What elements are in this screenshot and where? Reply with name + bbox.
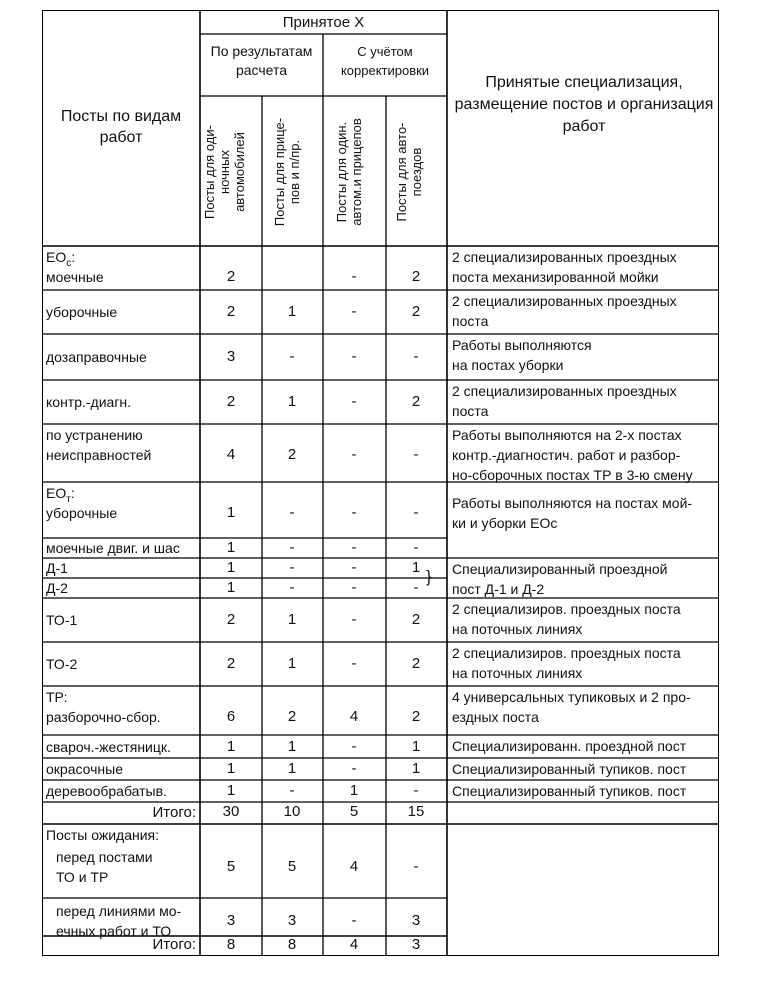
cell-value: -: [351, 393, 357, 410]
waiting-row-name: перед линиями мо-: [56, 903, 182, 919]
cell-value: 2: [287, 708, 297, 725]
header-posts-by-type: Посты по видам работ: [60, 108, 182, 146]
cell-value: -: [413, 446, 419, 463]
row-name: Д-2: [46, 580, 68, 596]
cell-value: 1: [411, 559, 421, 576]
spec-text: поста: [452, 313, 489, 329]
spec-text: 2 специализированных проездных: [452, 293, 677, 309]
cell-value: -: [351, 303, 357, 320]
spec-text: Работы выполняются: [452, 337, 592, 353]
cell-value: -: [351, 737, 357, 755]
cell-value: -: [413, 782, 419, 799]
spec-text: контр.-диагностич. работ и разбор-: [452, 447, 681, 463]
waiting-value: 4: [349, 858, 359, 875]
cell-value: 1: [226, 737, 236, 755]
waiting-row-name: ТО и ТР: [56, 869, 109, 885]
cell-value: -: [351, 655, 357, 672]
spec-text: 2 специализированных проездных: [452, 383, 677, 399]
cell-value: -: [289, 348, 295, 365]
row-name: окрасочные: [46, 761, 123, 777]
cell-value: 1: [226, 504, 236, 521]
row-name: уборочные: [46, 304, 118, 320]
cell-value: 6: [226, 708, 236, 725]
total2-label: Итого:: [152, 936, 196, 953]
row-name: ТР:: [46, 689, 68, 705]
cell-value: -: [413, 348, 419, 365]
waiting-value: 3: [226, 912, 236, 929]
cell-value: 3: [226, 348, 236, 365]
row-name: $ЕО_с$:: [46, 249, 76, 269]
waiting-label: Посты ожидания:: [46, 827, 160, 843]
cell-value: 4: [349, 708, 359, 725]
header-col-single-and-trailers: Посты для один. автом.и прицепов: [334, 118, 364, 226]
row-name: $ЕО_т$:: [46, 485, 75, 505]
cell-value: 1: [287, 737, 297, 755]
waiting-row-name: перед постами: [56, 849, 153, 865]
waiting-value: -: [413, 858, 419, 875]
cell-value: 2: [226, 655, 236, 672]
spec-text: на поточных линиях: [452, 621, 583, 637]
cell-value: 1: [287, 393, 297, 410]
cell-value: 1: [226, 539, 236, 556]
cell-value: 1: [411, 760, 421, 777]
posts-table: [42, 10, 719, 956]
spec-text: 2 специализиров. проездных поста: [452, 601, 681, 617]
total-value: 5: [349, 803, 359, 820]
spec-text: но-сборочных постах ТР в 3-ю смену: [452, 467, 693, 483]
cell-value: 2: [287, 446, 297, 463]
spec-text: Специализированный проездной: [452, 561, 668, 577]
cell-value: -: [351, 504, 357, 521]
spec-text: Работы выполняются на постах мой-: [452, 495, 693, 511]
cell-value: 1: [226, 559, 236, 576]
cell-value: 2: [226, 393, 236, 410]
cell-value: 2: [411, 268, 421, 285]
cell-value: 2: [226, 611, 236, 628]
cell-value: -: [289, 782, 295, 799]
cell-value: 2: [226, 303, 236, 320]
cell-value: 1: [226, 782, 236, 799]
row-name: свароч.-жестяницк.: [46, 738, 171, 755]
cell-value: -: [289, 539, 295, 556]
cell-value: 2: [411, 393, 421, 410]
cell-value: -: [351, 446, 357, 463]
row-name: ТО-1: [46, 612, 78, 628]
cell-value: 1: [287, 303, 297, 320]
total-value: 10: [283, 803, 301, 820]
total2-value: 8: [287, 936, 297, 953]
spec-text: Работы выполняются на 2-х постах: [452, 427, 682, 443]
total2-value: 4: [349, 936, 359, 953]
spec-text: 2 специализиров. проездных поста: [452, 645, 681, 661]
row-name: моечные: [46, 269, 104, 285]
header-col-road-trains: Посты для авто- поездов: [394, 122, 424, 222]
total2-value: 8: [226, 936, 236, 953]
row-name: по устранению: [46, 427, 143, 443]
cell-value: 1: [349, 782, 359, 799]
row-name: разборочно-сбор.: [46, 709, 161, 725]
total-value: 30: [222, 803, 240, 820]
cell-value: 2: [411, 708, 421, 725]
spec-text: ки и уборки ЕОс: [452, 515, 558, 531]
row-name: контр.-диагн.: [46, 394, 132, 410]
brace: }: [426, 567, 432, 586]
cell-value: -: [351, 611, 357, 628]
spec-text: Специализированн. проездной пост: [452, 738, 687, 754]
total-label: Итого:: [152, 804, 196, 821]
header-specialization: Принятые специализация, размещение постов и организация работ: [454, 74, 714, 135]
cell-value: -: [351, 559, 357, 576]
row-name: неисправностей: [46, 447, 152, 463]
cell-value: 1: [226, 760, 236, 777]
spec-text: 4 универсальных тупиковых и 2 про-: [452, 689, 691, 705]
spec-text: на постах уборки: [452, 357, 564, 373]
cell-value: 4: [226, 446, 236, 463]
waiting-value: 5: [226, 858, 236, 875]
total2-value: 3: [411, 936, 421, 953]
cell-value: -: [351, 539, 357, 556]
row-name: дозаправочные: [46, 349, 147, 365]
spec-text: поста: [452, 403, 489, 419]
waiting-value: 3: [411, 912, 421, 929]
header-with-correction: С учётом корректировки: [340, 44, 430, 78]
cell-value: 2: [226, 268, 236, 285]
cell-value: -: [289, 559, 295, 576]
cell-value: -: [413, 579, 419, 596]
cell-value: 1: [287, 760, 297, 777]
header-accepted-x: Принятое Х: [282, 14, 365, 31]
waiting-value: -: [351, 912, 357, 929]
row-name: деревообрабатыв.: [46, 783, 167, 799]
cell-value: 1: [226, 579, 236, 596]
spec-text: 2 специализированных проездных: [452, 249, 677, 265]
spec-text: Специализированный тупиков. пост: [452, 761, 687, 777]
waiting-row-name: ечных работ и ТО: [56, 923, 172, 939]
cell-value: 1: [287, 611, 297, 628]
header-by-calc: По результатам расчета: [210, 43, 313, 78]
total-value: 15: [407, 803, 425, 820]
row-name: ТО-2: [46, 656, 78, 672]
cell-value: -: [289, 579, 295, 596]
row-name: Д-1: [46, 560, 68, 576]
row-name: уборочные: [46, 505, 118, 521]
cell-value: 2: [411, 655, 421, 672]
header-col-single: Посты для оди- ночных автомобилей: [202, 125, 247, 219]
cell-value: -: [351, 348, 357, 365]
cell-value: 1: [287, 655, 297, 672]
spec-text: Специализированный тупиков. пост: [452, 783, 687, 799]
cell-value: -: [351, 268, 357, 285]
waiting-value: 5: [287, 858, 297, 875]
cell-value: 2: [411, 303, 421, 320]
cell-value: 2: [411, 611, 421, 628]
cell-value: 1: [411, 737, 421, 755]
waiting-value: 3: [287, 912, 297, 929]
spec-text: ездных поста: [452, 709, 539, 725]
header-col-trailers: Посты для прице- пов и п/пр.: [272, 117, 302, 227]
cell-value: -: [413, 504, 419, 521]
cell-value: -: [351, 760, 357, 777]
spec-text: на поточных линиях: [452, 665, 583, 681]
cell-value: -: [351, 579, 357, 596]
spec-text: пост Д-1 и Д-2: [452, 581, 545, 597]
spec-text: поста механизированной мойки: [452, 269, 659, 285]
row-name: моечные двиг. и шас: [46, 540, 180, 556]
cell-value: -: [289, 504, 295, 521]
cell-value: -: [413, 539, 419, 556]
